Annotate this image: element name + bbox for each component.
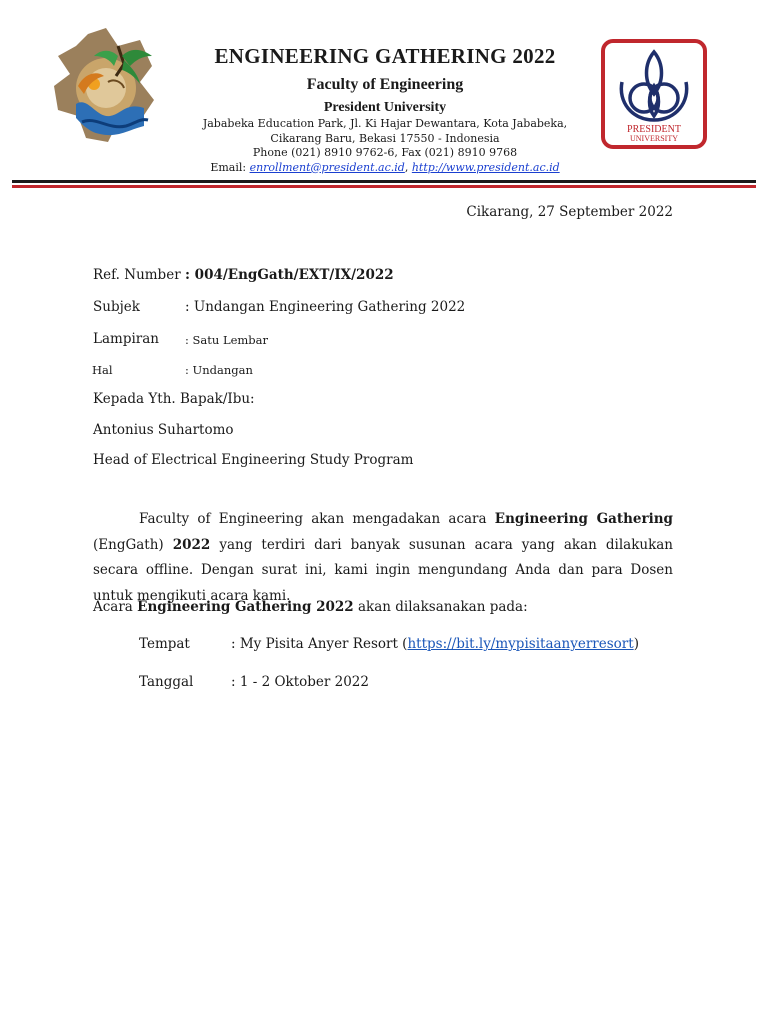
logo-text-president: PRESIDENT (627, 124, 681, 135)
place-link[interactable]: https://bit.ly/mypisitaanyerresort (407, 636, 634, 652)
body-paragraph-2 (93, 598, 528, 616)
letterhead (170, 42, 600, 175)
president-university-logo (600, 38, 708, 150)
place-value (231, 635, 639, 653)
recipient-name: Antonius Suhartomo (93, 422, 234, 438)
subjek-value: : Undangan Engineering Gathering 2022 (185, 299, 466, 315)
p2-bold-event: Engineering Gathering 2022 (137, 599, 354, 615)
email-label: Email: (210, 160, 250, 174)
letterhead-university: President University (323, 100, 447, 115)
date-value: : 1 - 2 Oktober 2022 (231, 674, 369, 690)
lampiran-label: Lampiran (93, 331, 159, 347)
recipient-position: Head of Electrical Engineering Study Program (93, 452, 414, 468)
recipient-greeting: Kepada Yth. Bapak/Ibu: (93, 391, 255, 407)
p2-text-c: akan dilaksanakan pada: (353, 599, 528, 615)
p1-bold-event: Engineering Gathering (494, 511, 673, 527)
body-paragraph-1 (93, 507, 673, 609)
subjek-label: Subjek (93, 299, 140, 315)
email-line (170, 161, 600, 176)
logo-text-university: UNIVERSITY (630, 134, 678, 143)
p1-bold-year: 2022 (172, 536, 211, 553)
phone-line: Phone (021) 8910 9762-6, Fax (021) 8910 9768 (252, 146, 518, 159)
hal-value: : Undangan (185, 363, 253, 377)
email-separator: , (404, 160, 412, 174)
email-link[interactable]: enrollment@president.ac.id (249, 160, 405, 174)
letterhead-title: ENGINEERING GATHERING 2022 (214, 44, 556, 68)
p2-text-a: Acara (93, 599, 138, 615)
lampiran-value: : Satu Lembar (185, 333, 269, 347)
place-name: : My Pisita Anyer Resort ( (231, 636, 408, 652)
letter-date: Cikarang, 27 September 2022 (466, 204, 673, 220)
p1-text-a: Faculty of Engineering akan mengadakan acara (139, 511, 495, 527)
engineering-gathering-logo (48, 26, 160, 154)
letterhead-faculty: Faculty of Engineering (306, 76, 464, 93)
website-link[interactable]: http://www.president.ac.id (411, 160, 560, 174)
address-line-1: Jababeka Education Park, Jl. Ki Hajar Dewantara, Kota Jababeka, (202, 117, 568, 130)
hal-label: Hal (92, 363, 113, 377)
p1-text-c: (EngGath) (93, 536, 173, 553)
place-close: ) (633, 636, 639, 652)
p1-text-e: yang terdiri dari banyak susunan acara yang akan dilakukan secara offline. Dengan surat ini, kami ingin mengundang Anda dan para Dosen untuk mengikuti acara kami. (93, 536, 674, 604)
place-label: Tempat (139, 636, 190, 652)
ref-number-label: Ref. Number (93, 267, 181, 283)
address-line-2: Cikarang Baru, Bekasi 17550 - Indonesia (270, 131, 500, 145)
header-rule-red (12, 185, 756, 188)
header-rule-black (12, 180, 756, 183)
ref-number-value: : 004/EngGath/EXT/IX/2022 (185, 267, 394, 283)
date-label: Tanggal (139, 674, 194, 690)
